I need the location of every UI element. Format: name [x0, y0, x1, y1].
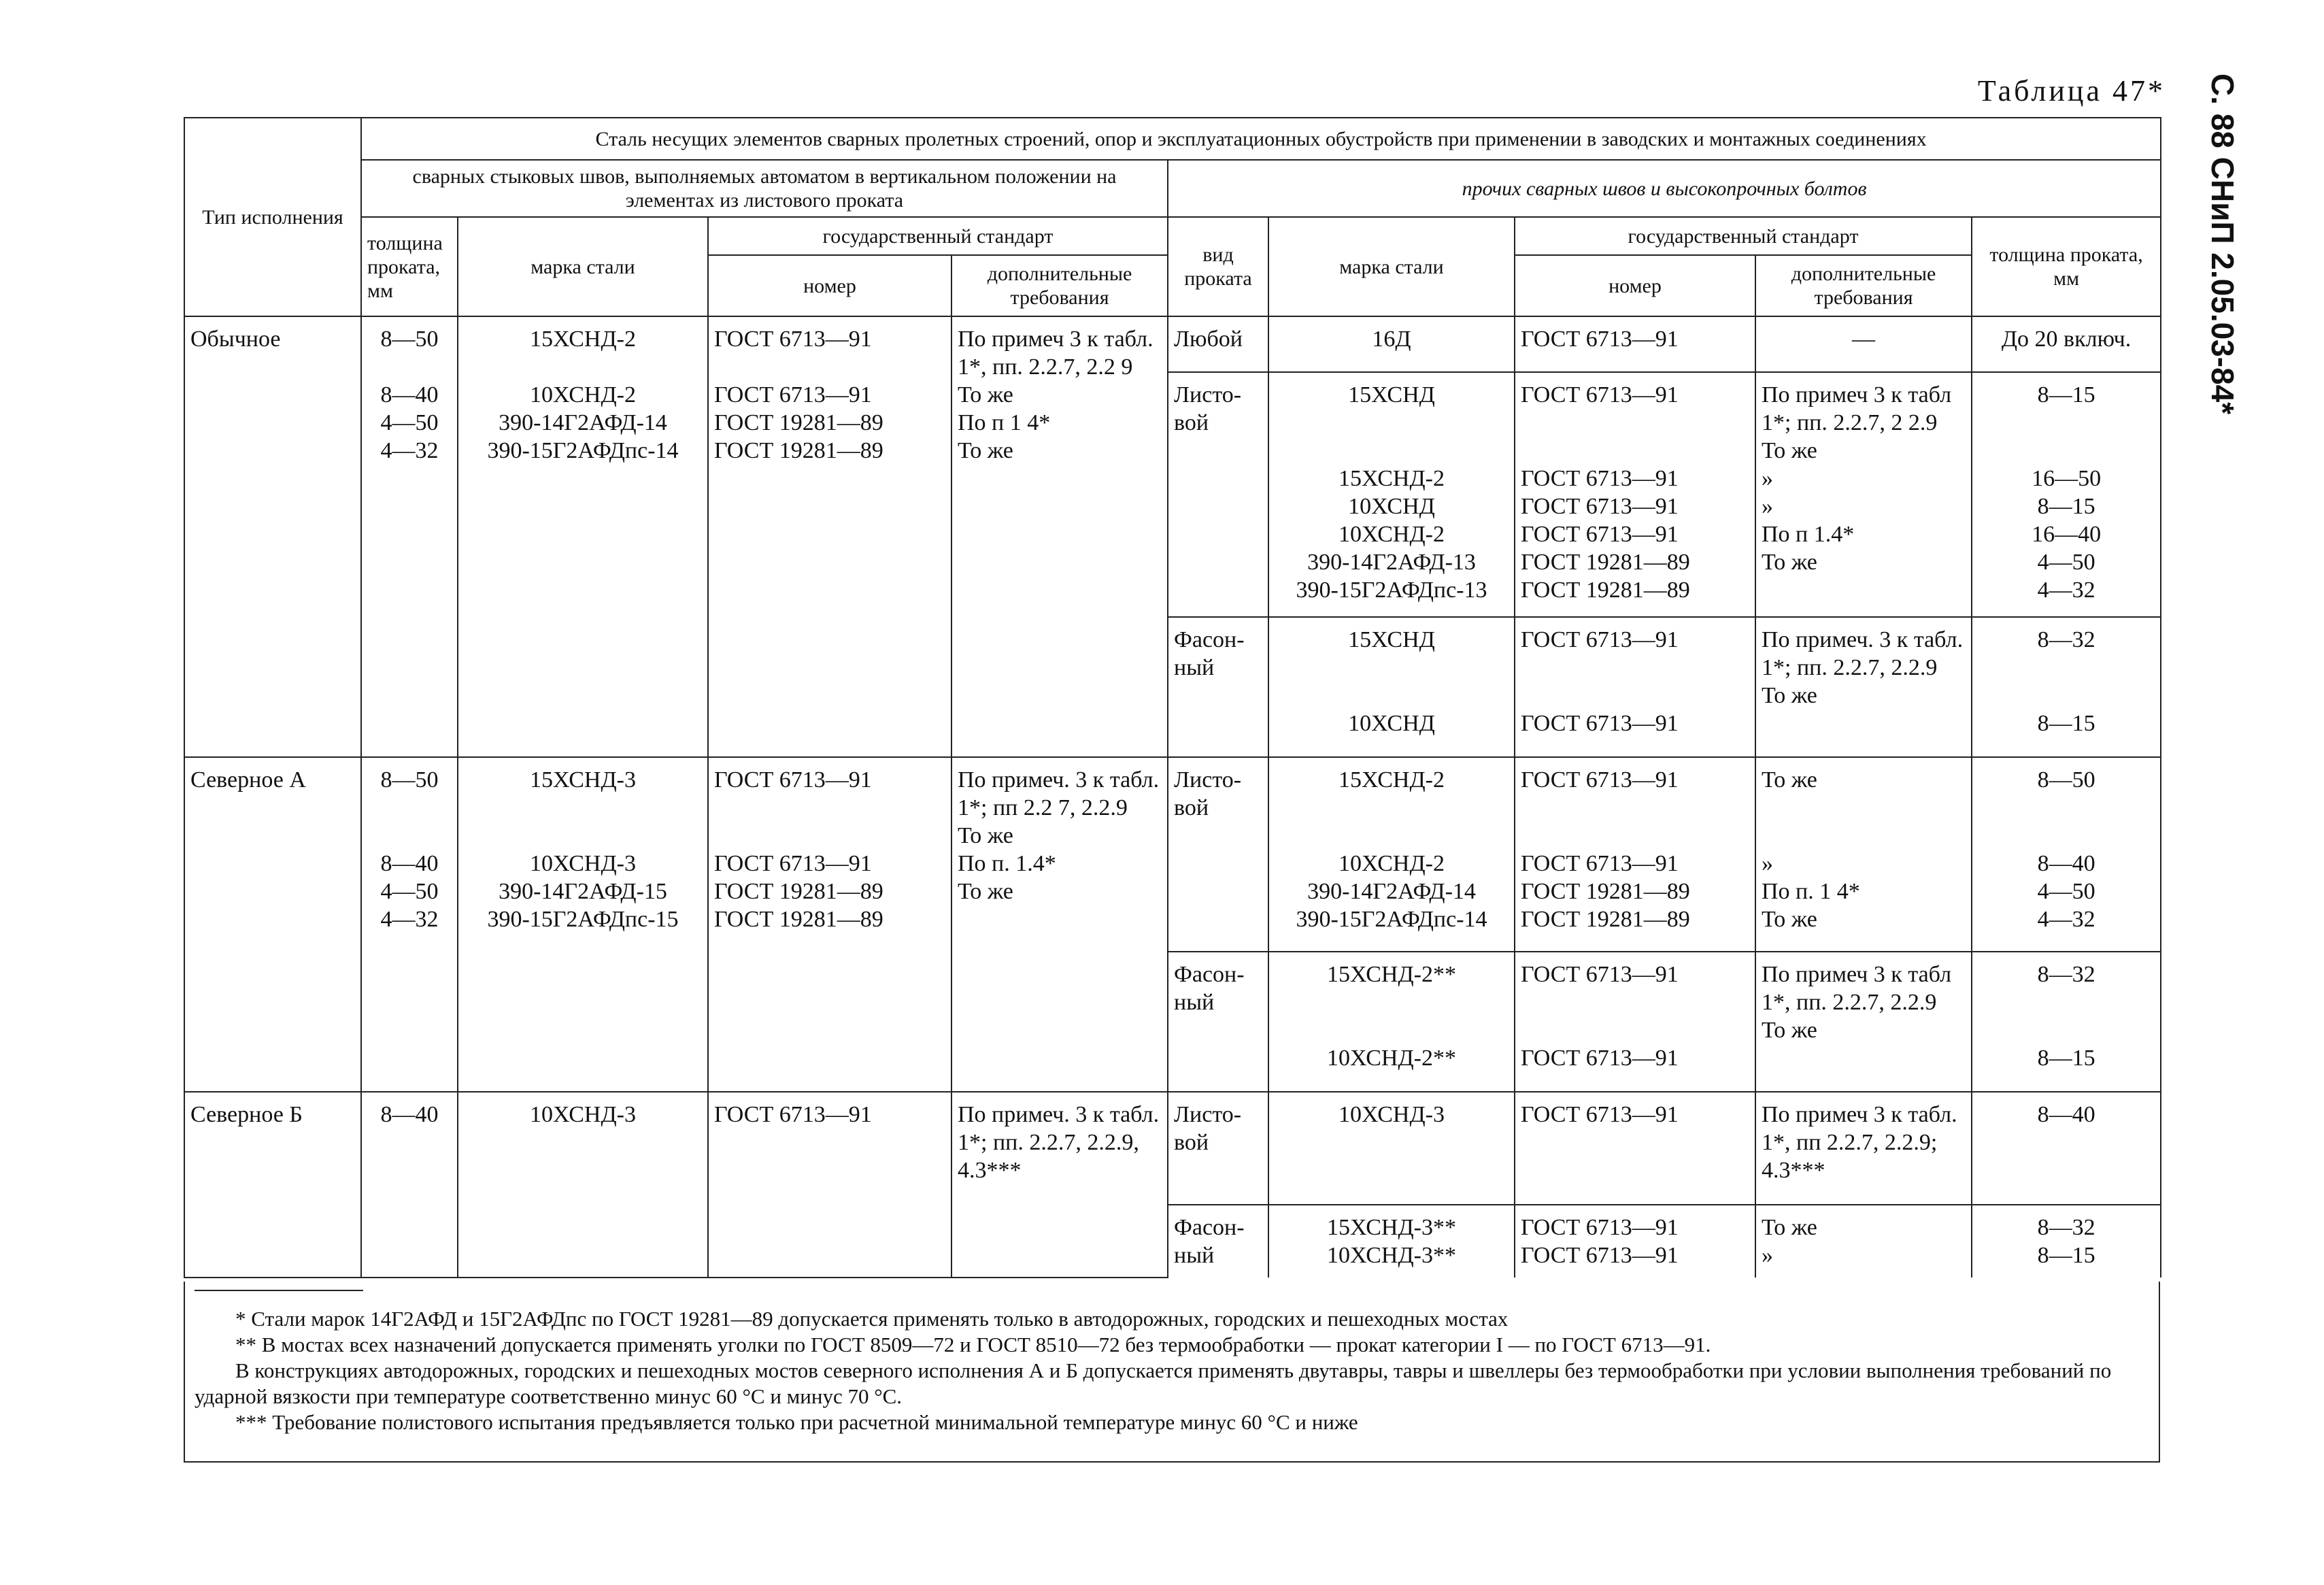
running-header: С. 88 СНиП 2.05.03-84* [2205, 73, 2240, 415]
cell-line: ГОСТ 6713—91 [1521, 382, 1679, 407]
cell-line: 8—15 [2037, 494, 2095, 519]
header-grade-right: марка стали [1268, 217, 1515, 316]
cell-line: 10ХСНД-3 [1338, 1102, 1445, 1127]
cell-line: 8—32 [2037, 627, 2095, 652]
thickness-cell [1972, 1092, 2161, 1205]
cell-line: ГОСТ 19281—89 [1521, 879, 1690, 904]
cell-line: По примеч 3 к табл. 1*, пп 2.2.7, 2.2.9; 4.3*** [1762, 1102, 1957, 1183]
cell-line: То же [1762, 550, 1817, 575]
requirements-cell [952, 757, 1168, 1092]
cell-line: По п. 1.4* [958, 851, 1056, 876]
cell-line: 10ХСНД-2 [1338, 851, 1445, 876]
type-cell: Обычное [184, 316, 361, 757]
cell-line: 8—40 [380, 382, 439, 407]
header-steel-top: Сталь несущих элементов сварных пролетных строений, опор и эксплуатационных обустройств при применении в заводских и монтажных соединениях [361, 118, 2161, 160]
rolled-type-cell: Любой [1168, 316, 1268, 372]
type-cell: Северное А [184, 757, 361, 1092]
grade-cell [1268, 1205, 1515, 1278]
cell-line: 8—50 [380, 767, 439, 792]
requirements-cell [1755, 1205, 1972, 1278]
cell-line: » [1762, 851, 1773, 876]
requirements-cell [1755, 952, 1972, 1092]
cell-line: ГОСТ 19281—89 [714, 438, 883, 463]
cell-line: 8—32 [2037, 962, 2095, 987]
cell-line: По примеч. 3 к табл. 1*; пп. 2.2.7, 2.2.9 [1762, 627, 1964, 680]
grade-cell [458, 757, 708, 1092]
cell-line [1275, 822, 1509, 850]
cell-line: 10ХСНД-3 [529, 1102, 636, 1127]
header-number-right: номер [1515, 255, 1755, 316]
cell-line: ГОСТ 6713—91 [1521, 1243, 1679, 1268]
cell-line: По п. 1 4* [1762, 879, 1860, 904]
cell-line: ГОСТ 19281—89 [1521, 550, 1690, 575]
cell-line: 15ХСНД-2 [1338, 466, 1445, 491]
cell-line: 390-15Г2АФДпс-14 [487, 438, 679, 463]
gost-cell [1515, 757, 1755, 952]
cell-line: ГОСТ 6713—91 [714, 327, 872, 352]
cell-line [1275, 988, 1509, 1016]
cell-line: 10ХСНД-2 [1338, 522, 1445, 547]
cell-line: 4—32 [380, 907, 439, 932]
grade-cell [1268, 316, 1515, 372]
cell-line: 10ХСНД [1348, 711, 1435, 736]
footnotes [184, 1282, 2160, 1463]
cell-line: ГОСТ 6713—91 [1521, 1046, 1679, 1071]
requirements-cell [1755, 1092, 1972, 1205]
cell-line [367, 353, 452, 381]
cell-line: 15ХСНД [1348, 627, 1435, 652]
cell-line: » [1762, 466, 1773, 491]
cell-line [1521, 822, 1749, 850]
cell-line [1521, 1016, 1749, 1044]
cell-line: 15ХСНД [1348, 382, 1435, 407]
cell-line [1275, 794, 1509, 822]
cell-line [1978, 794, 2155, 822]
thickness-cell [361, 316, 458, 757]
cell-line: — [1852, 327, 1875, 352]
cell-line: 4—32 [2037, 907, 2095, 932]
cell-line: 390-15Г2АФДпс-14 [1296, 907, 1487, 932]
footnote-1: * Стали марок 14Г2АФД и 15Г2АФДпс по ГОСТ 19281—89 допускается применять только в автодорожных, городских и пешеходных мостах [235, 1307, 1509, 1331]
cell-line [1978, 409, 2155, 437]
cell-line: 8—15 [2037, 1046, 2095, 1071]
cell-line: 8—40 [2037, 1102, 2095, 1127]
gost-cell [708, 1092, 952, 1278]
cell-line: ГОСТ 6713—91 [1521, 522, 1679, 547]
cell-line [1521, 988, 1749, 1016]
cell-line [714, 353, 945, 381]
cell-line: 390-14Г2АФД-14 [1307, 879, 1476, 904]
cell-line [464, 822, 702, 850]
rolled-type-cell: Листо-вой [1168, 1092, 1268, 1205]
cell-line [1275, 1016, 1509, 1044]
header-butt-welds: сварных стыковых швов, выполняемых автоматом в вертикальном положении на элементах из листового проката [361, 160, 1168, 217]
grade-cell [458, 316, 708, 757]
grade-cell [1268, 372, 1515, 617]
cell-line: То же [958, 823, 1013, 848]
cell-line [1762, 794, 1966, 822]
cell-line [1978, 988, 2155, 1016]
requirements-cell [952, 316, 1168, 757]
cell-line [714, 794, 945, 822]
footnote-rule [195, 1290, 363, 1291]
cell-line [1275, 654, 1509, 682]
cell-line [1521, 682, 1749, 710]
cell-line: 390-14Г2АФД-14 [499, 410, 667, 435]
cell-line [1978, 822, 2155, 850]
cell-line [1978, 1016, 2155, 1044]
grade-cell [1268, 1092, 1515, 1205]
type-cell: Северное Б [184, 1092, 361, 1278]
cell-line: 390-15Г2АФДпс-15 [487, 907, 679, 932]
cell-line [367, 794, 452, 822]
table-title: Таблица 47* [1977, 74, 2166, 107]
cell-line: » [1762, 1243, 1773, 1268]
cell-line [1521, 409, 1749, 437]
cell-line: 8—50 [2037, 767, 2095, 792]
cell-line: 16—40 [2032, 522, 2102, 547]
cell-line: 16—50 [2032, 466, 2102, 491]
cell-line: 15ХСНД-2 [529, 327, 636, 352]
cell-line [1762, 822, 1966, 850]
cell-line: То же [958, 382, 1013, 407]
requirements-cell [952, 1092, 1168, 1278]
cell-line [464, 794, 702, 822]
rolled-type-cell: Листо-вой [1168, 372, 1268, 617]
header-type: Тип исполнения [184, 118, 361, 316]
cell-line: ГОСТ 6713—91 [714, 382, 872, 407]
footnote-2-continued: В конструкциях автодорожных, городских и пешеходных мостов северного исполнения А и Б допускается применять двутавры, тавры и швеллеры без термообработки при условии выполнения требований по ударной вязкости при температуре соответственно минус 60 °С и минус 70 °С. [195, 1358, 2112, 1408]
rolled-type-cell: Фасон-ный [1168, 617, 1268, 757]
cell-line: ГОСТ 6713—91 [714, 851, 872, 876]
thickness-cell [1972, 952, 2161, 1092]
cell-line [1978, 654, 2155, 682]
gost-cell [708, 757, 952, 1092]
cell-line [1275, 409, 1509, 437]
cell-line: То же [1762, 1018, 1817, 1043]
cell-line: 15ХСНД-2** [1326, 962, 1456, 987]
cell-line [714, 822, 945, 850]
header-thickness-right: толщина проката, мм [1972, 217, 2161, 316]
cell-line: 10ХСНД-3** [1326, 1243, 1456, 1268]
cell-line: 8—15 [2037, 1243, 2095, 1268]
cell-line: ГОСТ 6713—91 [1521, 767, 1679, 792]
requirements-cell [1755, 757, 1972, 952]
cell-line: 390-15Г2АФДпс-13 [1296, 578, 1487, 603]
grade-cell [1268, 757, 1515, 952]
cell-line: ГОСТ 6713—91 [1521, 466, 1679, 491]
cell-line: 4—50 [2037, 879, 2095, 904]
gost-cell [1515, 372, 1755, 617]
cell-line: 390-14Г2АФД-13 [1307, 550, 1476, 575]
cell-line: ГОСТ 19281—89 [714, 907, 883, 932]
cell-line [464, 353, 702, 381]
cell-line: ГОСТ 6713—91 [1521, 962, 1679, 987]
cell-line: 10ХСНД-2 [529, 382, 636, 407]
cell-line: То же [1762, 438, 1817, 463]
cell-line: То же [1762, 1215, 1817, 1240]
cell-line: 390-14Г2АФД-15 [499, 879, 667, 904]
gost-cell [708, 316, 952, 757]
cell-line: ГОСТ 6713—91 [1521, 494, 1679, 519]
cell-line: ГОСТ 6713—91 [1521, 1215, 1679, 1240]
cell-line: 8—40 [380, 851, 439, 876]
cell-line [1521, 437, 1749, 465]
cell-line: 8—40 [380, 1102, 439, 1127]
header-grade-left: марка стали [458, 217, 708, 316]
cell-line: ГОСТ 6713—91 [1521, 627, 1679, 652]
cell-line: По примеч 3 к табл 1*, пп. 2.2.7, 2.2.9 [1762, 962, 1952, 1015]
rolled-type-cell: Листо-вой [1168, 757, 1268, 952]
thickness-cell [1972, 1205, 2161, 1278]
cell-line: ГОСТ 19281—89 [714, 410, 883, 435]
header-req-right: дополнительные требования [1755, 255, 1972, 316]
cell-line: По примеч. 3 к табл. 1*; пп. 2.2.7, 2.2.9, 4.3*** [958, 1102, 1160, 1183]
grade-cell [458, 1092, 708, 1278]
cell-line [1521, 654, 1749, 682]
cell-line: ГОСТ 6713—91 [714, 767, 872, 792]
gost-cell [1515, 617, 1755, 757]
steel-table [184, 117, 2161, 1278]
cell-line [1275, 437, 1509, 465]
cell-line: 15ХСНД-2 [1338, 767, 1445, 792]
cell-line: ГОСТ 19281—89 [1521, 578, 1690, 603]
footnote-3: *** Требование полистового испытания предъявляется только при расчетной минимальной температуре минус 60 °С и ниже [235, 1410, 1358, 1434]
cell-line: По примеч 3 к табл. 1*, пп. 2.2.7, 2.2 9 [958, 327, 1153, 380]
requirements-cell [1755, 617, 1972, 757]
grade-cell [1268, 952, 1515, 1092]
cell-line [1521, 794, 1749, 822]
cell-line [1978, 682, 2155, 710]
cell-line: 4—50 [380, 879, 439, 904]
cell-line: То же [1762, 767, 1817, 792]
grade-cell [1268, 617, 1515, 757]
thickness-cell [1972, 617, 2161, 757]
header-thickness-left: толщина проката, мм [361, 217, 458, 316]
header-req-left: дополнительные требования [952, 255, 1168, 316]
cell-line: 15ХСНД-3 [529, 767, 636, 792]
cell-line [1275, 682, 1509, 710]
cell-line: ГОСТ 19281—89 [1521, 907, 1690, 932]
thickness-cell [1972, 372, 2161, 617]
cell-line [367, 822, 452, 850]
cell-line: 10ХСНД-3 [529, 851, 636, 876]
thickness-cell [361, 757, 458, 1092]
gost-cell [1515, 316, 1755, 372]
header-gost-left: государственный стандарт [708, 217, 1168, 255]
cell-line: 8—32 [2037, 1215, 2095, 1240]
header-rolled-type: вид проката [1168, 217, 1268, 316]
cell-line: То же [958, 879, 1013, 904]
cell-line: 10ХСНД-2** [1326, 1046, 1456, 1071]
gost-cell [1515, 952, 1755, 1092]
requirements-cell [1755, 372, 1972, 617]
thickness-cell [1972, 316, 2161, 372]
cell-line: По примеч 3 к табл 1*; пп. 2.2.7, 2 2.9 [1762, 382, 1952, 435]
cell-line: 16Д [1372, 327, 1411, 352]
rolled-type-cell: Фасон-ный [1168, 1205, 1268, 1278]
cell-line: То же [1762, 683, 1817, 708]
footnote-2: ** В мостах всех назначений допускается применять уголки по ГОСТ 8509—72 и ГОСТ 8510—72 без термообработки — прокат категории I — по ГОСТ 6713—91. [235, 1333, 1711, 1356]
header-other-welds: прочих сварных швов и высокопрочных болтов [1168, 160, 2161, 217]
cell-line: » [1762, 494, 1773, 519]
cell-line: ГОСТ 6713—91 [1521, 711, 1679, 736]
cell-line: 8—40 [2037, 851, 2095, 876]
cell-line: ГОСТ 6713—91 [714, 1102, 872, 1127]
cell-line: По п 1 4* [958, 410, 1051, 435]
cell-line [1978, 437, 2155, 465]
cell-line: 8—50 [380, 327, 439, 352]
rolled-type-cell: Фасон-ный [1168, 952, 1268, 1092]
cell-line: То же [958, 438, 1013, 463]
gost-cell [1515, 1205, 1755, 1278]
thickness-cell [1972, 757, 2161, 952]
cell-line: ГОСТ 19281—89 [714, 879, 883, 904]
cell-line: По п 1.4* [1762, 522, 1855, 547]
gost-cell [1515, 1092, 1755, 1205]
header-gost-right: государственный стандарт [1515, 217, 1972, 255]
cell-line: 15ХСНД-3** [1326, 1215, 1456, 1240]
cell-line: 4—50 [2037, 550, 2095, 575]
cell-line: ГОСТ 6713—91 [1521, 851, 1679, 876]
cell-line: 8—15 [2037, 382, 2095, 407]
cell-line: 4—32 [380, 438, 439, 463]
cell-line: 4—32 [2037, 578, 2095, 603]
cell-line: ГОСТ 6713—91 [1521, 1102, 1679, 1127]
cell-line: ГОСТ 6713—91 [1521, 327, 1679, 352]
cell-line: 8—15 [2037, 711, 2095, 736]
cell-line: По примеч. 3 к табл. 1*; пп 2.2 7, 2.2.9 [958, 767, 1160, 820]
cell-line: До 20 включ. [2001, 327, 2132, 352]
cell-line: То же [1762, 907, 1817, 932]
cell-line: 4—50 [380, 410, 439, 435]
requirements-cell [1755, 316, 1972, 372]
header-number-left: номер [708, 255, 952, 316]
thickness-cell [361, 1092, 458, 1278]
cell-line: 10ХСНД [1348, 494, 1435, 519]
